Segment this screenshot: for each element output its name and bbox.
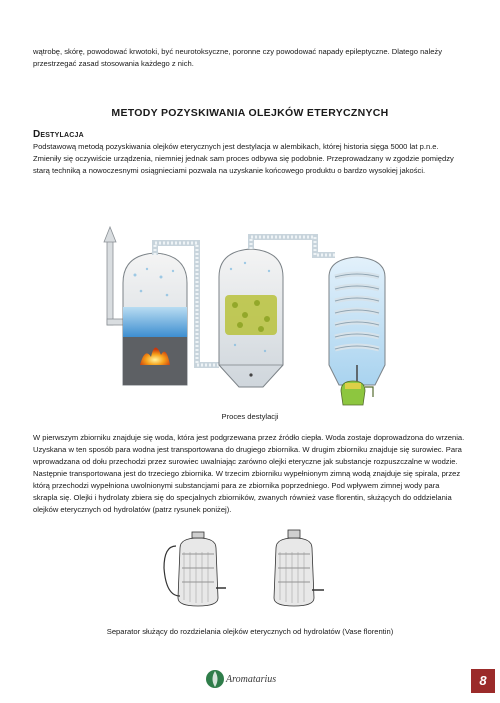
figure1-caption: Proces destylacji (221, 412, 279, 421)
section-title: METODY POZYSKIWANIA OLEJKÓW ETERYCZNYCH (111, 107, 389, 119)
boiler-tank (123, 247, 187, 385)
process-paragraph: W pierwszym zbiorniku znajduje się woda, która jest podgrzewana przez źródło ciepła. Woda zostaje doprowadzona do wrzenia. Uzyskana w ten sposób para wodna jest transportowana do drugiego zbiornika. W drugim zbiorniku znajduje się surowiec. Para wprowadzana od dołu przechodzi przez surowiec uwalniając zarówno olejki eteryczne jak substancje rozpuszczalne w wodzie. Następnie transportowana jest do trzeciego zbiornika. W trzecim zbiorniku wypełnionym zimną wodą znajduje się spirala, przez którą przechodzi wypełniona uwolnionymi substancjami para ze zbiornika poprzedniego. Pod wpływem zimnej wody para skrapla się. Olejki i hydrolaty zbiera się do specjalnych zbiorników, zwanych również vase florentin, służących do oddzielania olejków eterycznych od hydrolatów (patrz rysunek poniżej). (33, 433, 465, 514)
distillation-process-figure (95, 215, 415, 410)
material-tank (219, 243, 283, 387)
condenser-tank (329, 257, 385, 385)
florentine-separator-figure (150, 528, 350, 613)
figure2-caption: Separator służący do rozdzielania olejków eterycznych od hydrolatów (Vase florentin) (106, 627, 394, 636)
page-number: 8 (471, 669, 495, 693)
subheading-distillation: Destylacja (33, 129, 84, 140)
separator-right (274, 530, 324, 606)
logo-text: Aromatarius (226, 674, 277, 685)
separator-left (164, 532, 226, 606)
intro-paragraph: wątrobę, skórę, powodować krwotoki, być neurotoksyczne, poronne czy powodować napady epileptyczne. Dlatego należy przestrzegać zasad stosowania każdego z nich. (33, 47, 443, 68)
distillation-paragraph: Podstawową metodą pozyskiwania olejków eterycznych jest destylacja w alembikach, której historia sięga 5000 lat p.n.e. Zmieniły się oczywiście urządzenia, niemniej jednak sam proces odbywa się podobnie. Przeprowadzany w zgodzie pomiędzy starą techniką a nowoczesnymi osiągnieciami pozwala na uzyskanie końcowego produktu o bardzo wysokiej jakości. (33, 142, 454, 175)
